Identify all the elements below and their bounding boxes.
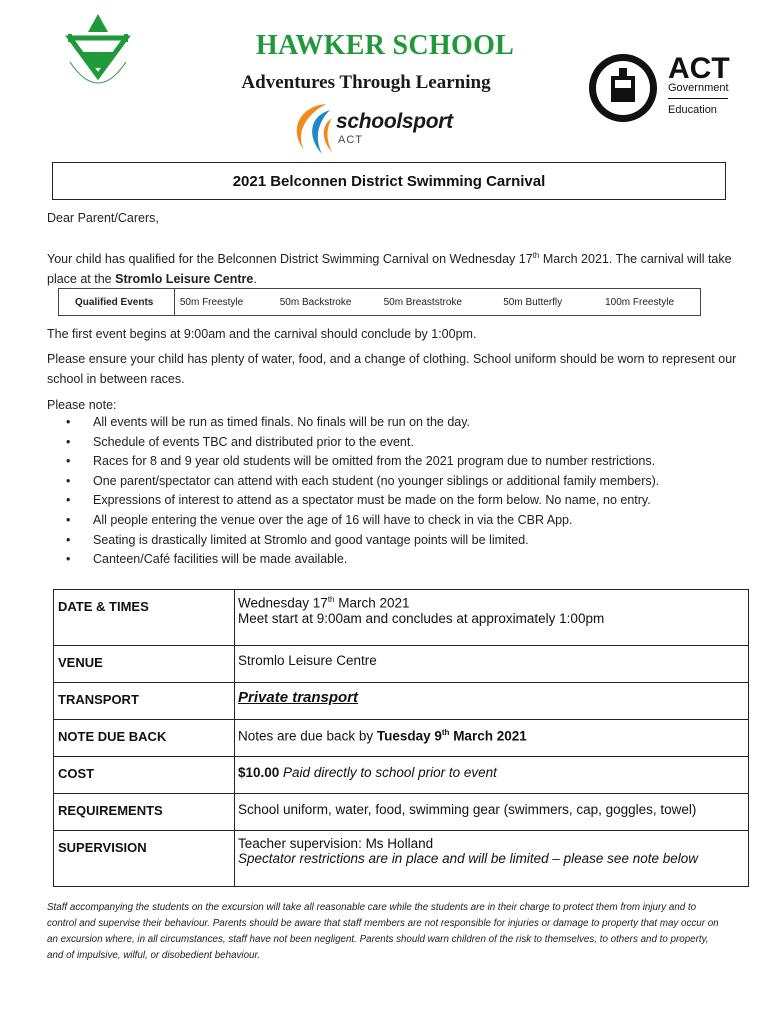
venue-label: VENUE <box>54 646 235 683</box>
list-item: • Races for 8 and 9 year old students will be omitted from the 2021 program due to number restrictions. <box>66 452 756 472</box>
cost-label: COST <box>54 757 235 794</box>
event-cell: 100m Freestyle <box>605 296 675 308</box>
list-item: • All people entering the venue over the age of 16 will have to check in via the CBR App. <box>66 511 756 531</box>
transport-label: TRANSPORT <box>54 683 235 720</box>
table-row <box>54 831 749 887</box>
please-note-heading: Please note: <box>47 398 117 412</box>
cost-value: $10.00 Paid directly to school prior to event <box>235 757 749 794</box>
school-name: HAWKER SCHOOL <box>255 30 515 61</box>
note-due-label: NOTE DUE BACK <box>54 720 235 757</box>
requirements-value: School uniform, water, food, swimming gear (swimmers, cap, goggles, towel) <box>235 794 749 831</box>
qualified-events-table <box>58 288 701 316</box>
act-title: ACT <box>668 52 730 85</box>
bullet-icon: • <box>66 415 71 429</box>
event-cell: 50m Backstroke <box>279 296 352 308</box>
qualified-events-header: Qualified Events <box>59 289 175 315</box>
list-item: • Schedule of events TBC and distributed prior to the event. <box>66 433 756 453</box>
list-item: • All events will be run as timed finals. No finals will be run on the day. <box>66 413 756 433</box>
disclaimer-text: Staff accompanying the students on the excursion will take all reasonable care while the students are in their charge to protect them from injury and to control and supervise their behaviour. Parents should be aware that staff members are not responsible for injuries or damage to property that may occur on an excursion where, in all circumstances, staff have not been negligent. Parents should warn children of the risk to themselves, to others and to property, and of impulsive, wilful, or disobedient behaviour. <box>47 902 719 961</box>
table-row <box>54 757 749 794</box>
note-due-value: Notes are due back by Tuesday 9th March 2021 <box>235 720 749 757</box>
event-cell: 50m Breaststroke <box>383 296 462 308</box>
event-cell: 50m Freestyle <box>179 296 244 308</box>
document-title: 2021 Belconnen District Swimming Carnival <box>52 162 726 200</box>
bullet-icon: • <box>66 473 71 488</box>
schoolsport-wordmark: schoolsport <box>336 110 453 133</box>
act-education-label: Education <box>668 104 717 116</box>
intro-paragraph: Your child has qualified for the Belconnen District Swimming Carnival on Wednesday 17th March 2021. The carnival will take place at the Stromlo Leisure Centre. <box>47 251 732 287</box>
schoolsport-act-label: ACT <box>338 134 363 146</box>
school-tagline: Adventures Through Learning <box>241 72 491 93</box>
table-row <box>54 683 749 720</box>
act-government-label: Government <box>668 82 729 94</box>
details-table <box>53 589 749 887</box>
table-row <box>54 794 749 831</box>
event-cell: 50m Butterfly <box>503 296 563 308</box>
first-event-text: The first event begins at 9:00am and the carnival should conclude by 1:00pm. <box>47 327 477 341</box>
venue-name: Stromlo Leisure Centre <box>115 272 254 287</box>
list-item: • Expressions of interest to attend as a spectator must be made on the form below. No name, no entry. <box>66 491 756 511</box>
bullet-icon: • <box>66 532 71 547</box>
list-item: • Canteen/Café facilities will be made available. <box>66 550 756 570</box>
greeting: Dear Parent/Carers, <box>47 211 159 225</box>
bullet-icon: • <box>66 493 71 508</box>
ensure-text: Please ensure your child has plenty of water, food, and a change of clothing. School uniform should be worn to represent our school in between races. <box>47 352 737 386</box>
list-item: • Seating is drastically limited at Stromlo and good vantage points will be limited. <box>66 531 756 551</box>
bullet-icon: • <box>66 434 71 449</box>
act-divider <box>668 98 728 99</box>
table-row <box>54 590 749 646</box>
table-row <box>54 646 749 683</box>
bullet-icon: • <box>66 552 71 567</box>
table-row <box>54 720 749 757</box>
transport-value: Private transport <box>235 683 749 720</box>
supervision-label: SUPERVISION <box>54 831 235 887</box>
requirements-label: REQUIREMENTS <box>54 794 235 831</box>
supervision-value: Teacher supervision: Ms Holland Spectator restrictions are in place and will be limited – please see note below <box>235 831 749 887</box>
notes-list <box>66 413 756 570</box>
date-value: Wednesday 17th March 2021 Meet start at 9:00am and concludes at approximately 1:00pm <box>235 590 749 646</box>
venue-value: Stromlo Leisure Centre <box>235 646 749 683</box>
bullet-icon: • <box>66 454 71 469</box>
date-label: DATE & TIMES <box>54 590 235 646</box>
list-item: • One parent/spectator can attend with each student (no younger siblings or additional family members). <box>66 472 756 492</box>
bullet-icon: • <box>66 512 71 527</box>
